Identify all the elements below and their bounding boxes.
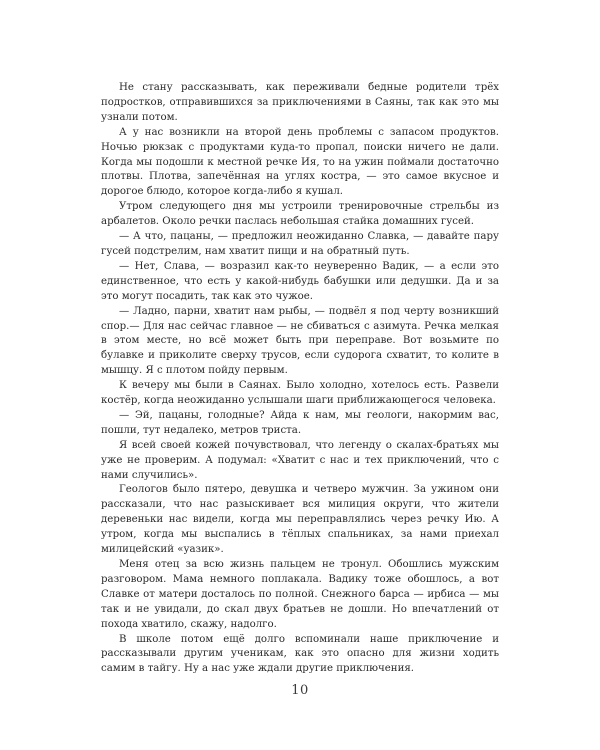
page-number: 10	[291, 683, 309, 698]
paragraph: К вечеру мы были в Саянах. Было холодно, хотелось есть. Развели костёр, когда неожиданно услышали шаги приближающегося человека.	[101, 380, 499, 407]
paragraph: Утром следующего дня мы устроили тренировочные стрельбы из арбалетов. Около речки паслась небольшая стайка домашних гусей.	[101, 201, 499, 228]
paragraph: Не стану рассказывать, как переживали бедные родители трёх подростков, отправившихся за приключениями в Саяны, так как это мы узнали потом.	[101, 82, 499, 123]
paragraph: В школе потом ещё долго вспоминали наше приключение и рассказывали другим ученикам, как это опасно для жизни ходить самим в тайгу. Ну а нас уже ждали другие приключения.	[101, 633, 499, 675]
paragraph: — Ладно, парни, хватит нам рыбы, — подвёл я под черту возникший спор.— Для нас сейчас главное — не сбиваться с азимута. Речка мелкая в этом месте, но всё может быть при переправе. Вот возьмите по булавке и приколите сверху трусов, если судорога схватит, то колите в мышцу. Я с плотом пойду первым.	[101, 305, 499, 377]
paragraph: — Нет, Слава, — возразил как-то неуверенно Вадик, — а если это единственное, что есть у какой-нибудь бабушки или дедушки. Да и за это могут посадить, так как это чужое.	[101, 260, 499, 302]
paragraph: — А что, пацаны, — предложил неожиданно Славка, — давайте пару гусей подстрелим, нам хватит пищи и на обратный путь.	[101, 231, 499, 257]
paragraph: Меня отец за всю жизнь пальцем не тронул. Обошлись мужским разговором. Мама немного поплакала. Вадику тоже обошлось, а вот Славке от матери досталось по полной. Снежного барса — ирбиса — мы так и не увидали, до скал двух братьев не дошли. Но впечатлений от похода хватило, скажу, надолго.	[101, 559, 499, 630]
body-text	[101, 81, 499, 677]
paragraph: Я всей своей кожей почувствовал, что легенду о скалах-братьях мы уже не проверим. А подумал: «Хватит с нас и тех приключений, что с нами случились».	[101, 439, 499, 481]
paragraph: — Эй, пацаны, голодные? Айда к нам, мы геологи, накормим вас, пошли, тут недалеко, метров триста.	[101, 409, 499, 436]
paragraph: А у нас возникли на второй день проблемы с запасом продуктов. Ночью рюкзак с продуктами куда-то пропал, поиски ничего не дали. Когда мы подошли к местной речке Ия, то на ужин поймали достаточно плотвы. Плотва, запечённая на углях костра, — это самое вкусное и дорогое блюдо, которое когда-либо я кушал.	[101, 126, 499, 198]
paragraph: Геологов было пятеро, девушка и четверо мужчин. За ужином они рассказали, что нас разыскивает вся милиция округи, что жители деревеньки нас видели, когда мы переправлялись через речку Ию. А утром, когда мы выспались в тёплых спальниках, за нами приехал милицейский «уазик».	[101, 484, 499, 556]
